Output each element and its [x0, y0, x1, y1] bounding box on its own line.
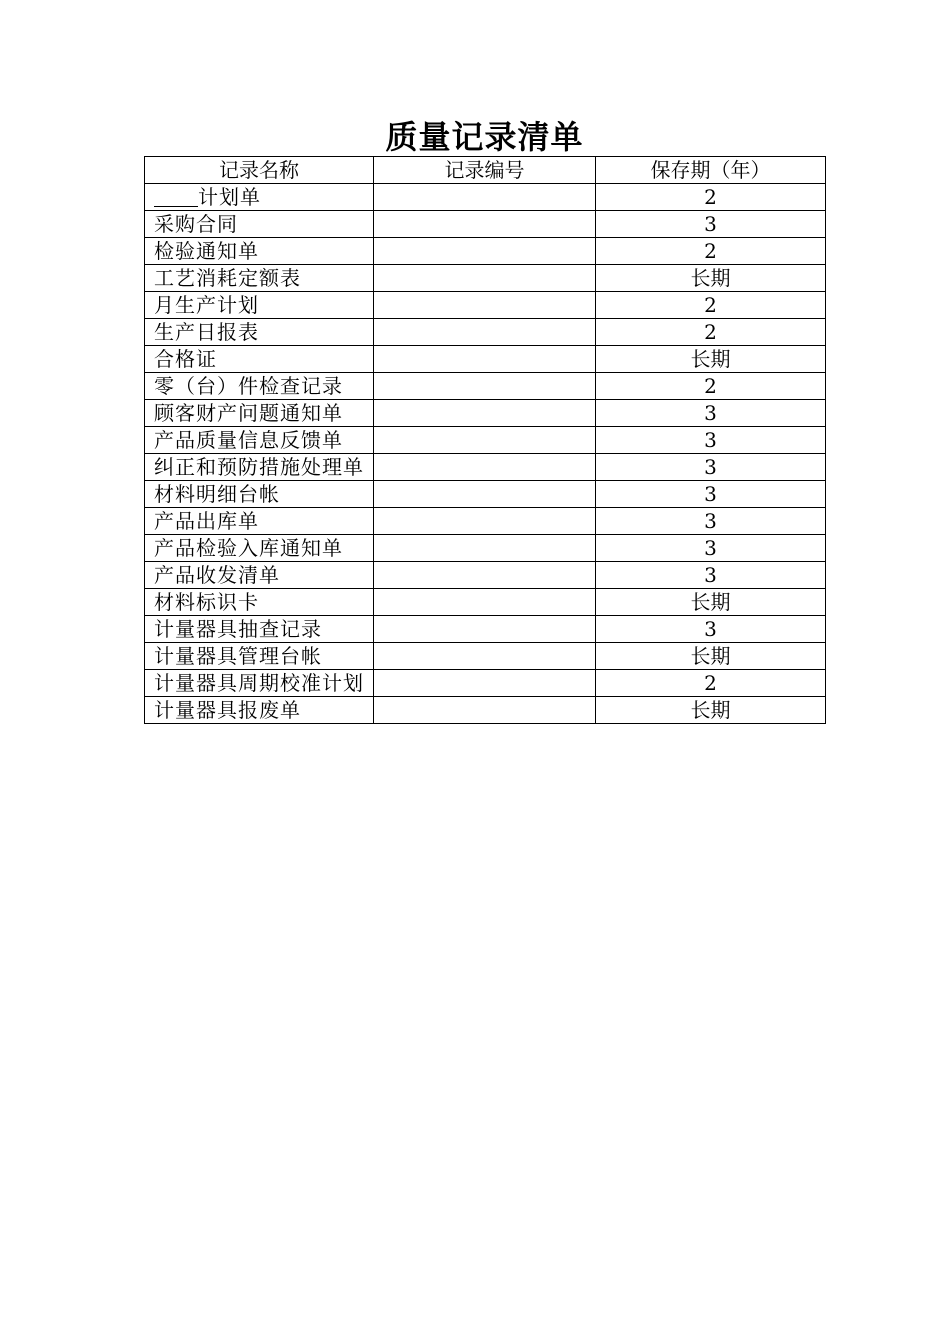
record-code-cell — [374, 697, 596, 724]
table-row — [145, 454, 826, 481]
record-name-cell — [145, 211, 374, 238]
record-name-text: 月生产计划 — [154, 293, 259, 317]
header-retention-period: 保存期（年） — [596, 157, 826, 184]
table-row — [145, 562, 826, 589]
table-row — [145, 508, 826, 535]
record-name-text: 产品检验入库通知单 — [154, 536, 343, 560]
table-row — [145, 643, 826, 670]
record-name-cell — [145, 427, 374, 454]
record-name-cell — [145, 319, 374, 346]
records-table-body — [145, 184, 826, 724]
table-row — [145, 238, 826, 265]
table-row — [145, 670, 826, 697]
record-code-cell — [374, 643, 596, 670]
record-name-text: 采购合同 — [154, 212, 238, 236]
record-name-cell — [145, 238, 374, 265]
record-name-cell — [145, 481, 374, 508]
record-name-cell — [145, 346, 374, 373]
retention-period-cell: 3 — [596, 535, 826, 562]
table-row — [145, 616, 826, 643]
fill-in-blank — [154, 186, 198, 207]
record-name-cell — [145, 643, 374, 670]
record-code-cell — [374, 238, 596, 265]
retention-period-cell: 2 — [596, 670, 826, 697]
record-name-cell — [145, 454, 374, 481]
table-row — [145, 697, 826, 724]
table-row — [145, 535, 826, 562]
record-code-cell — [374, 319, 596, 346]
record-name-cell — [145, 400, 374, 427]
record-name-text: 纠正和预防措施处理单 — [154, 455, 364, 479]
retention-period-cell: 3 — [596, 562, 826, 589]
record-code-cell — [374, 454, 596, 481]
record-code-cell — [374, 292, 596, 319]
header-record-code: 记录编号 — [374, 157, 596, 184]
record-name-cell — [145, 508, 374, 535]
record-code-cell — [374, 616, 596, 643]
retention-period-cell: 长期 — [596, 643, 826, 670]
retention-period-cell: 3 — [596, 481, 826, 508]
record-name-text: 检验通知单 — [154, 239, 259, 263]
retention-period-cell: 3 — [596, 454, 826, 481]
record-name-cell — [145, 562, 374, 589]
record-name-cell — [145, 184, 374, 211]
table-row — [145, 265, 826, 292]
record-code-cell — [374, 562, 596, 589]
table-row — [145, 427, 826, 454]
retention-period-cell: 长期 — [596, 346, 826, 373]
record-name-cell — [145, 373, 374, 400]
records-table — [144, 156, 826, 724]
table-row — [145, 373, 826, 400]
record-name-text: 材料标识卡 — [154, 590, 259, 614]
table-row — [145, 481, 826, 508]
record-name-cell — [145, 535, 374, 562]
header-record-name: 记录名称 — [145, 157, 374, 184]
record-name-text: 计量器具报废单 — [154, 698, 301, 722]
retention-period-cell: 2 — [596, 184, 826, 211]
record-code-cell — [374, 211, 596, 238]
table-header-row — [145, 157, 826, 184]
record-code-cell — [374, 427, 596, 454]
record-name-cell — [145, 589, 374, 616]
record-name-cell — [145, 697, 374, 724]
table-row — [145, 346, 826, 373]
record-code-cell — [374, 589, 596, 616]
retention-period-cell: 3 — [596, 427, 826, 454]
retention-period-cell: 3 — [596, 508, 826, 535]
record-code-cell — [374, 670, 596, 697]
retention-period-cell: 长期 — [596, 697, 826, 724]
table-row — [145, 184, 826, 211]
record-name-text: 顾客财产问题通知单 — [154, 401, 343, 425]
retention-period-cell: 2 — [596, 238, 826, 265]
retention-period-cell: 长期 — [596, 265, 826, 292]
record-name-text: 产品质量信息反馈单 — [154, 428, 343, 452]
retention-period-cell: 3 — [596, 400, 826, 427]
table-row — [145, 400, 826, 427]
record-name-text: 零（台）件检查记录 — [154, 374, 343, 398]
retention-period-cell: 2 — [596, 373, 826, 400]
table-row — [145, 292, 826, 319]
table-row — [145, 589, 826, 616]
record-name-cell — [145, 616, 374, 643]
record-name-text: 计划单 — [198, 185, 261, 209]
record-name-text: 计量器具管理台帐 — [154, 644, 322, 668]
retention-period-cell: 2 — [596, 319, 826, 346]
record-name-text: 合格证 — [154, 347, 217, 371]
record-name-text: 生产日报表 — [154, 320, 259, 344]
record-name-text: 计量器具抽查记录 — [154, 617, 322, 641]
table-row — [145, 211, 826, 238]
record-name-text: 材料明细台帐 — [154, 482, 280, 506]
record-name-text: 工艺消耗定额表 — [154, 266, 301, 290]
record-name-cell — [145, 292, 374, 319]
record-code-cell — [374, 265, 596, 292]
record-name-text: 产品出库单 — [154, 509, 259, 533]
record-name-cell — [145, 670, 374, 697]
record-code-cell — [374, 184, 596, 211]
document-title: 质量记录清单 — [385, 118, 584, 156]
retention-period-cell: 3 — [596, 211, 826, 238]
retention-period-cell: 3 — [596, 616, 826, 643]
record-code-cell — [374, 400, 596, 427]
record-code-cell — [374, 535, 596, 562]
record-code-cell — [374, 346, 596, 373]
record-code-cell — [374, 481, 596, 508]
record-name-text: 产品收发清单 — [154, 563, 280, 587]
table-row — [145, 319, 826, 346]
record-code-cell — [374, 508, 596, 535]
record-name-cell — [145, 265, 374, 292]
retention-period-cell: 长期 — [596, 589, 826, 616]
retention-period-cell: 2 — [596, 292, 826, 319]
record-code-cell — [374, 373, 596, 400]
record-name-text: 计量器具周期校准计划 — [154, 671, 364, 695]
